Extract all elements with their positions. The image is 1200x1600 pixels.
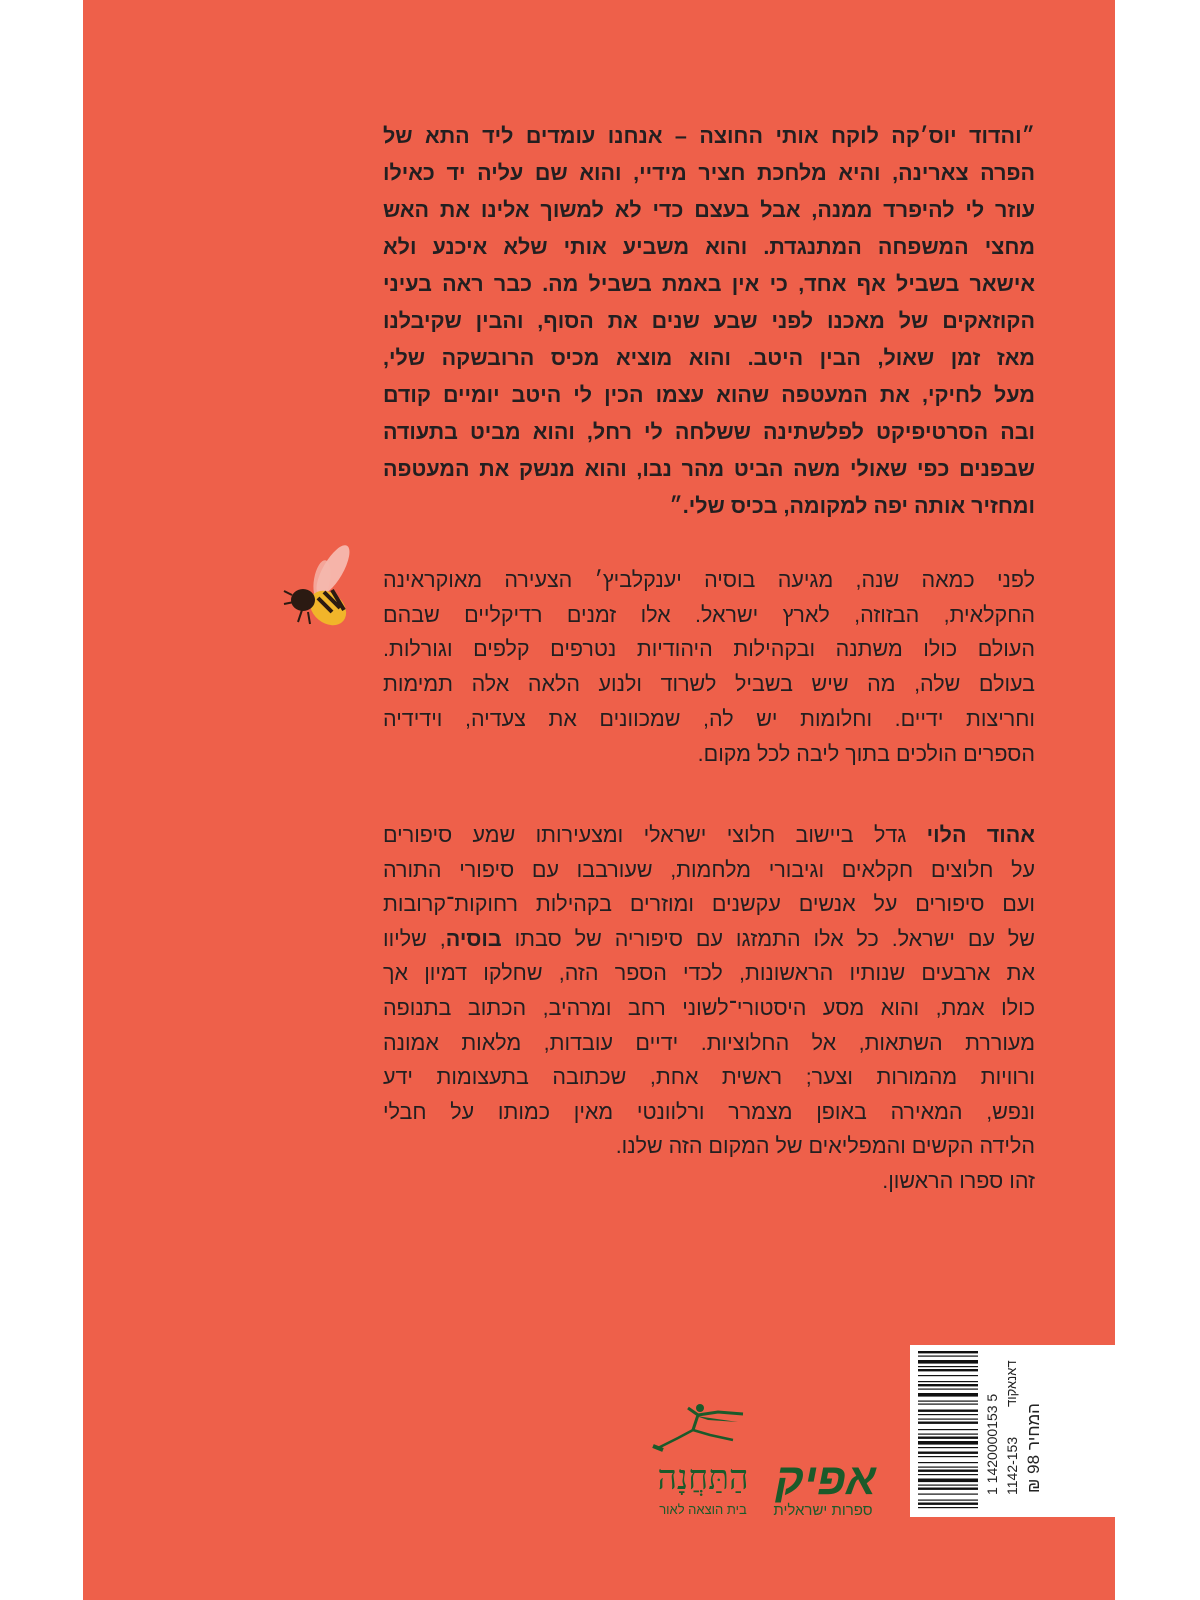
quote-line: מעל לחיקי, את המעטפה שהוא עצמו הכין לי היטב יומיים קודם	[383, 383, 1035, 407]
bio-closing: זהו ספרו הראשון.	[882, 1168, 1035, 1193]
bio-text: , שליוו	[383, 926, 446, 951]
bio-line: מעוררת השתאות, אל החלוציות. ידיים עובדות, מלאות אמונה	[383, 1030, 1035, 1055]
quote-line: אישאר בשביל אף אחד, כי אין באמת בשביל מה. כבר ראה בעיני	[383, 272, 1035, 296]
synopsis-line: הספרים הולכים בתוך ליבה לכל מקום.	[697, 741, 1035, 766]
quote-line: הפרה צארינה, והיא מלחכת חציר מידיי, והוא שם עליה יד כאילו	[383, 161, 1035, 185]
quote-line: מאז זמן שאול, הבין היטב. והוא מוציא מכיס הרובשקה שלי,	[383, 346, 1035, 370]
synopsis-line: החקלאית, הבזוזה, לארץ ישראל. אלו זמנים רדיקליים שבהם	[383, 602, 1035, 627]
quote-line: מחצי המשפחה המתנגדת. והוא משביע אותי שלא איכנע ולא	[383, 235, 1035, 259]
hatachana-subtitle: בית הוצאה לאור	[659, 1502, 747, 1517]
price-label: המחיר 98 ₪	[1024, 1403, 1043, 1493]
quote-line: שבפנים כפי שאולי משה הביט מהר נבו, והוא מנשק את המעטפה	[383, 457, 1035, 481]
hatachana-logo-name: הַתַּחֲנָה	[657, 1458, 749, 1498]
bio-line: על חלוצים חקלאים וגיבורי מלחמות, שעורבבו עם סיפורי התורה	[383, 857, 1035, 882]
synopsis	[383, 563, 1035, 771]
bio-text: של עם ישראל. כל אלו התמזגו עם סיפוריה של סבתו	[501, 926, 1035, 951]
quote-line: ובה הסרטיפיקט לפלשתינה ששלחה לי רחל, והוא מביט בתעודה	[383, 420, 1035, 444]
bio-line: ועם סיפורים על אנשים עקשנים ומוזרים בקהילות רחוקות־קרובות	[383, 892, 1035, 917]
excerpt-quote	[383, 118, 1035, 525]
bio-line: את ארבעים שנותיו הראשונות, לכדי הספר הזה, שחלקו דמיון אך	[383, 961, 1035, 986]
barcode-number: 1 1420000153 5	[984, 1393, 1000, 1495]
quote-line: ומחזיר אותה יפה למקומה, בכיס שלי.״	[669, 494, 1035, 518]
bio-line: כולו אמת, והוא מסע היסטורי־לשוני רחב ומרהיב, הכתוב בתנופה	[383, 995, 1035, 1020]
synopsis-line: לפני כמאה שנה, מגיעה בוסיה יענקלביץ׳ הצעירה מאוקראינה	[383, 568, 1035, 592]
grandmother-name: בוסיה	[445, 926, 502, 951]
author-bio	[383, 818, 1035, 1199]
barcode-icon	[918, 1351, 978, 1511]
quote-line: הקוזאקים של מאכנו לפני שבע שנים את הסוף, והבין שקיבלנו	[383, 309, 1035, 333]
code-label: דאנאקוד	[1004, 1360, 1019, 1407]
bee-illustration	[278, 540, 368, 640]
bio-text: גדל ביישוב חלוצי ישראלי ומצעירותו שמע סיפורים	[383, 823, 927, 847]
bio-line: ונפש, המאירה באופן מצמרר ורלוונטי מאין כמותו על חבלי	[383, 1099, 1035, 1124]
synopsis-line: וחריצות ידיים. וחלומות יש לה, שמכוונים את צעדיה, וידידיה	[383, 706, 1035, 731]
afik-logo-name: אפיק	[775, 1455, 876, 1504]
afik-subtitle: ספרות ישראלית	[773, 1502, 873, 1519]
bio-line: הלידה הקשים והמפליאים של המקום הזה שלנו.	[615, 1134, 1035, 1159]
bio-line	[383, 818, 1035, 853]
bio-line: ורוויות מהמורות וצער; ראשית אחת, שכתובה בתעצומות ידע	[383, 1065, 1035, 1090]
bio-line	[383, 922, 1035, 957]
product-code: 1142-153	[1004, 1436, 1020, 1495]
author-name: אהוד הלוי	[926, 823, 1035, 847]
synopsis-line: העולם כולו משתנה ובקהילות היהודיות נטרפים קלפים וגורלות.	[383, 637, 1035, 662]
quote-line: עוזר לי להיפרד ממנה, אבל בעצם כדי לא למשוך אלינו את האש	[383, 198, 1035, 222]
book-back-cover	[83, 0, 1115, 1600]
running-man-logo-icon	[648, 1400, 763, 1455]
barcode-label	[910, 1345, 1115, 1517]
synopsis-line: בעולם שלה, מה שיש בשביל לשרוד ולנוע הלאה אלה תמימות	[383, 672, 1035, 697]
quote-line: ״והדוד יוס׳קה לוקח אותי החוצה – אנחנו עומדים ליד התא של	[383, 124, 1035, 148]
